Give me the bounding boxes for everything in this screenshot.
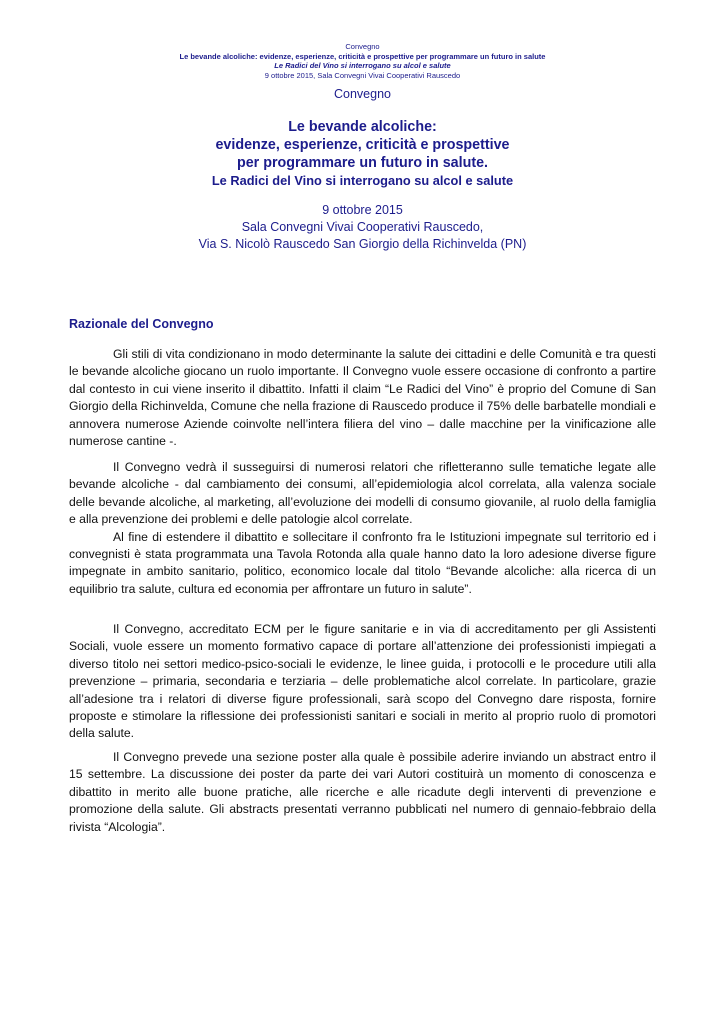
event-address: Via S. Nicolò Rauscedo San Giorgio della Richinvelda (PN) bbox=[198, 237, 527, 251]
event-date: 9 ottobre 2015 bbox=[322, 203, 403, 217]
document-title bbox=[0, 118, 725, 189]
title-line-1: Le bevande alcoliche: bbox=[288, 119, 437, 135]
title-line-2: evidenze, esperienze, criticità e prospettive bbox=[215, 137, 510, 153]
venue-info bbox=[0, 202, 725, 253]
paragraph-text: Il Convegno, accreditato ECM per le figure sanitarie e in via di accreditamento per gli Assistenti Sociali, vuole essere un momento formativo capace di portare all’attenzione dei professionisti impiegati a diverso titolo nei settori medico-psico-sociali le evidenze, le linee guida, i protocolli e le procedure utili alla prevenzione – primaria, secondaria e terziaria – delle problematiche alcol correlate. In particolare, grazie all’adesione tra i relatori di diverse figure professionali, sarà scopo del Convegno dare risposta, fornire proposte e stimolare la riflessione dei professionisti sanitari e sociali in merito al proprio ruolo di promotori della salute. bbox=[69, 622, 656, 741]
paragraph-3 bbox=[69, 621, 656, 743]
title-line-3: per programmare un futuro in salute. bbox=[236, 155, 489, 171]
event-hall: Sala Convegni Vivai Cooperativi Rauscedo, bbox=[241, 220, 484, 234]
header-line-3: Le Radici del Vino si interrogano su alcol e salute bbox=[274, 61, 451, 70]
paragraph-text: Gli stili di vita condizionano in modo determinante la salute dei cittadini e delle Comunità e tra questi le bevande alcoliche giocano un ruolo importante. Il Convegno vuole essere occasione di confronto a partire dal contesto in cui viene inserito il dibattito. Infatti il claim “Le Radici del Vino” è proprio del Comune di San Giorgio della Richinvelda, Comune che nella frazione di Rauscedo produce il 75% delle barbatelle mondiali e annovera numerose Aziende coinvolte nell’intera filiera del vino – dalle macchine per la vinificazione alle numerose cantine -. bbox=[69, 347, 656, 449]
event-type-label: Convegno bbox=[334, 87, 391, 101]
running-header bbox=[0, 42, 725, 80]
paragraph-4 bbox=[69, 749, 656, 836]
paragraph-text: Il Convegno prevede una sezione poster alla quale è possibile aderire inviando un abstract entro il 15 settembre. La discussione dei poster da parte dei vari Autori costituirà un momento di conoscenza e dibattito in merito alle buone pratiche, alle ricerche e alle ricadute degli interventi di prevenzione e promozione della salute. Gli abstracts presentati verranno pubblicati nel numero di gennaio-febbraio della rivista “Alcologia”. bbox=[69, 750, 656, 834]
paragraph-1 bbox=[69, 346, 656, 450]
header-line-2: Le bevande alcoliche: evidenze, esperienze, criticità e prospettive per programmare un futuro in salute bbox=[179, 51, 546, 61]
paragraph-2 bbox=[69, 459, 656, 598]
paragraph-text: Il Convegno vedrà il susseguirsi di numerosi relatori che rifletteranno sulle tematiche legate alle bevande alcoliche - dal cambiamento dei consumi, all’epidemiologia alcol correlata, alla valenza sociale delle bevande alcoliche, al marketing, all’evoluzione dei modelli di consumo giovanile, al ruolo della famiglia e alla prevenzione dei problemi e delle patologie alcol correlate. bbox=[69, 460, 656, 527]
header-line-1: Convegno bbox=[345, 42, 380, 51]
title-subtitle: Le Radici del Vino si interrogano su alcol e salute bbox=[211, 173, 514, 188]
header-line-4: 9 ottobre 2015, Sala Convegni Vivai Cooperativi Rauscedo bbox=[264, 70, 461, 80]
section-heading: Razionale del Convegno bbox=[69, 317, 214, 331]
paragraph-text: Al fine di estendere il dibattito e sollecitare il confronto fra le Istituzioni impegnate sul territorio ed i convegnisti è stata programmata una Tavola Rotonda alla quale hanno dato la loro adesione diverse figure impegnate in ambito sanitario, politico, economico locale dal titolo “Bevande alcoliche: alla ricerca di un equilibrio tra salute, cultura ed economia per affrontare un futuro in salute”. bbox=[69, 529, 656, 596]
